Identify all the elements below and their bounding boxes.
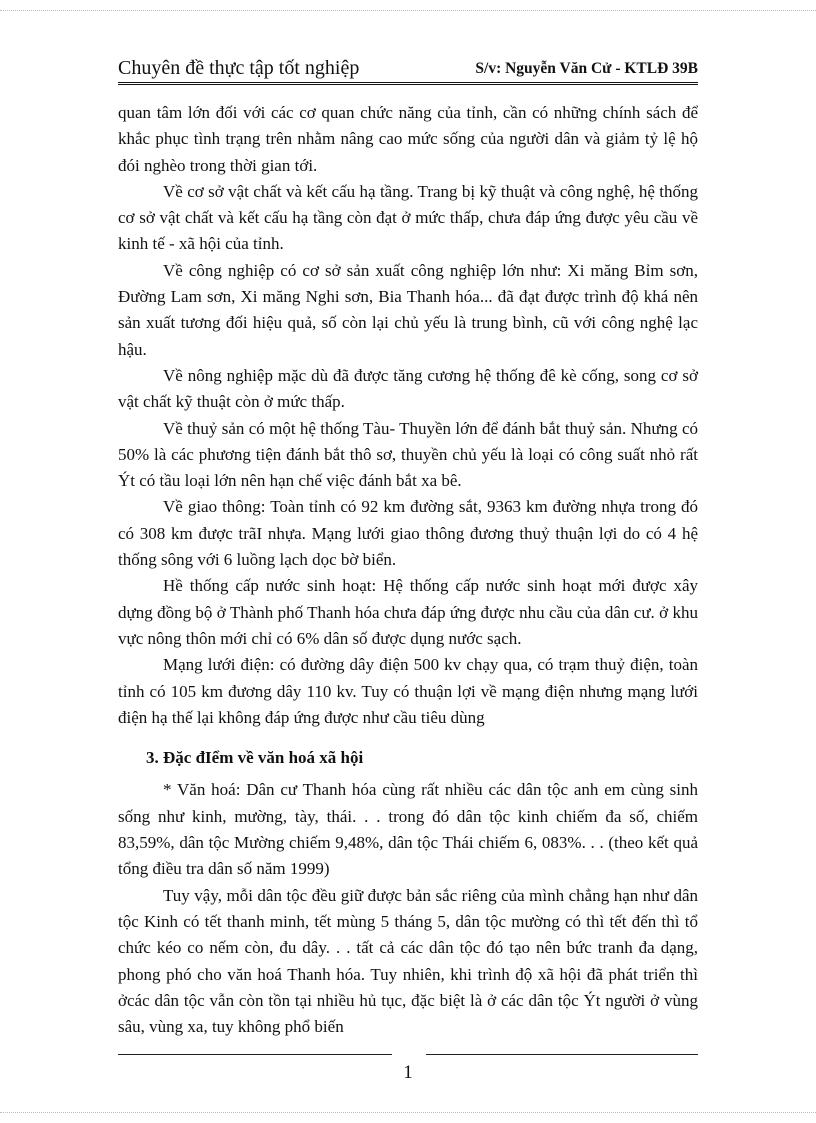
paragraph-continuation: quan tâm lớn đối với các cơ quan chức năng của tỉnh, cần có những chính sách để khắc phục tình trạng trên nhằm nâng cao mức sống của người dân và giảm tỷ lệ hộ đói nghèo trong thời gian tới. — [118, 103, 698, 175]
paragraph-agriculture: Về nông nghiệp mặc dù đã được tăng cương hệ thống đê kè cống, song cơ sở vật chất kỹ thuật còn ở mức thấp. — [118, 365, 698, 412]
bottom-dotted-border — [0, 1112, 816, 1113]
top-dotted-border — [0, 10, 816, 11]
paragraph-fisheries: Về thuỷ sản có một hệ thống Tàu- Thuyền lớn để đánh bắt thuỷ sản. Nhưng có 50% là các phương tiện đánh bắt thô sơ, thuyền chủ yếu là loại có công suất nhỏ rất Ýt có tầu loại lớn nên hạn chế việc đánh bắt xa bê. — [118, 418, 698, 491]
document-body — [118, 100, 698, 1040]
section-heading: 3. Đặc đIểm về văn hoá xã hội — [146, 748, 364, 768]
page-header — [118, 50, 698, 85]
paragraph-power-grid: Mạng lưới điện: có đường dây điện 500 kv chạy qua, có trạm thuỷ điện, toàn tỉnh có 105 km đương dây 110 kv. Tuy có thuận lợi về mạng điện nhưng mạng lưới điện hạ thế lại không đáp ứng được như cầu tiêu dùng — [118, 655, 698, 727]
paragraph-ethnic-identity: Tuy vậy, mỗi dân tộc đều giữ được bản sắc riêng của mình chẳng hạn như dân tộc Kinh có tết thanh minh, tết mùng 5 tháng 5, dân tộc mường có thì tết đến thì tổ chức kéo co nếm còn, đu dây. . . tất cả các dân tộc đó tạo nên bức tranh đa dạng, phong phó cho văn hoá Thanh hóa. Tuy nhiên, khi trình độ xã hội đã phát triển thì ởcác dân tộc vẫn còn tồn tại nhiều hủ tục, đặc biệt là ở các dân tộc Ýt người ở vùng sâu, vùng xa, tuy không phổ biến — [118, 885, 698, 1037]
page-number: 1 — [403, 1062, 413, 1083]
paragraph-industry: Về công nghiệp có cơ sở sản xuất công nghiệp lớn như: Xi măng Bỉm sơn, Đường Lam sơn, Xi măng Nghi sơn, Bia Thanh hóa... đã đạt được trình độ khá nên sản xuất tương đối hiệu quả, số còn lại chủ yếu là trung bình, cũ với công nghệ lạc hậu. — [118, 260, 698, 359]
paragraph-transport: Về giao thông: Toàn tỉnh có 92 km đường sắt, 9363 km đường nhựa trong đó có 308 km được trãI nhựa. Mạng lưới giao thông đương thuỷ thuận lợi do có 4 hệ thống sông với 6 luồng lạch dọc bờ biển. — [118, 497, 698, 570]
footer-rule-right — [426, 1054, 698, 1055]
paragraph-culture: * Văn hoá: Dân cư Thanh hóa cùng rất nhiều các dân tộc anh em cùng sinh sống như kinh, mường, tày, thái. . . trong đó dân tộc kinh chiếm đa số, chiếm 83,59%, dân tộc Mường chiếm 9,48%, dân tộc Thái chiếm 6, 083%. . . (theo kết quả tổng điều tra dân số năm 1999) — [118, 780, 698, 879]
footer-rule-left — [118, 1054, 392, 1055]
header-title: Chuyên đề thực tập tốt nghiệp — [118, 57, 360, 79]
paragraph-water-supply: Hề thống cấp nước sinh hoạt: Hệ thống cấp nước sinh hoạt mới được xây dựng đồng bộ ở Thành phố Thanh hóa chưa đáp ứng được nhu cầu của dân cư. ở khu vực nông thôn mới chỉ có 6% dân số được dụng nước sạch. — [118, 576, 698, 648]
header-author: S/v: Nguyễn Văn Cử - KTLĐ 39B — [475, 60, 698, 77]
paragraph-infrastructure: Về cơ sở vật chất và kết cấu hạ tầng. Trang bị kỹ thuật và công nghệ, hệ thống cơ sở vật chất và kết cấu hạ tầng còn đạt ở mức thấp, chưa đáp ứng được yêu cầu về kinh tế - xã hội của tỉnh. — [118, 181, 698, 254]
